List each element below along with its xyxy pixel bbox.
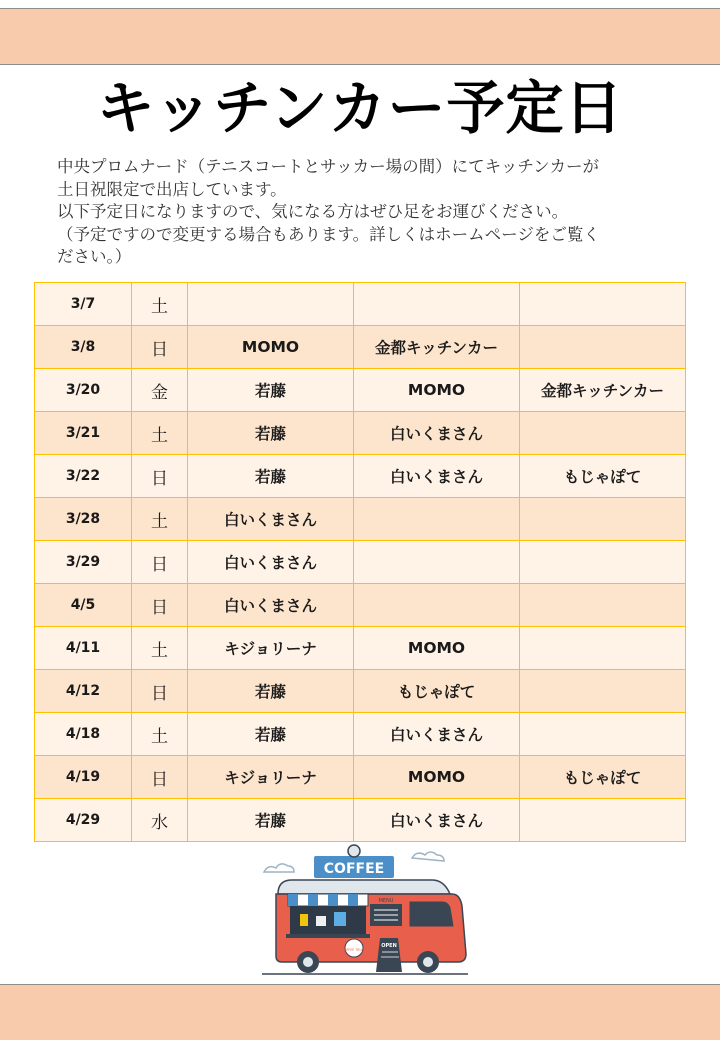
vendor-cell — [354, 283, 520, 326]
vendor-cell — [520, 412, 686, 455]
vendor-cell: 白いくまさん — [188, 541, 354, 584]
intro-line: 中央プロムナード（テニスコートとサッカー場の間）にてキッチンカーが — [57, 157, 600, 176]
vendor-cell: MOMO — [188, 326, 354, 369]
cab-window — [410, 902, 453, 926]
awning — [288, 894, 368, 906]
day-cell: 土 — [132, 627, 188, 670]
vendor-cell: MOMO — [354, 369, 520, 412]
schedule-row — [35, 283, 686, 326]
vendor-cell: MOMO — [354, 756, 520, 799]
vendor-cell: 若藤 — [188, 713, 354, 756]
vendor-cell: 若藤 — [188, 369, 354, 412]
page-title: キッチンカー予定日 — [96, 74, 624, 142]
schedule-row — [35, 713, 686, 756]
intro-line: ださい。） — [57, 247, 132, 266]
vendor-cell: 白いくまさん — [354, 455, 520, 498]
schedule-table — [34, 282, 686, 842]
vendor-cell — [520, 670, 686, 713]
intro-line: 土日祝限定で出店しています。 — [57, 179, 287, 199]
schedule-row — [35, 541, 686, 584]
schedule-row — [35, 326, 686, 369]
vendor-cell: 金都キッチンカー — [520, 369, 686, 412]
vendor-cell — [188, 283, 354, 326]
date-cell: 4/5 — [35, 584, 132, 627]
date-cell: 3/20 — [35, 369, 132, 412]
vendor-cell — [520, 713, 686, 756]
date-cell: 3/7 — [35, 283, 132, 326]
schedule-row — [35, 455, 686, 498]
day-cell: 土 — [132, 713, 188, 756]
date-cell: 4/12 — [35, 670, 132, 713]
day-cell: 日 — [132, 670, 188, 713]
open-board-text: OPEN — [381, 943, 397, 949]
date-cell: 3/21 — [35, 412, 132, 455]
intro-text — [57, 156, 687, 269]
day-cell: 日 — [132, 326, 188, 369]
vendor-cell: もじゃぽて — [354, 670, 520, 713]
vendor-cell — [520, 584, 686, 627]
vendor-cell — [354, 584, 520, 627]
vendor-cell: 若藤 — [188, 799, 354, 842]
truck-logo-text: COFFEE TRUCK — [341, 948, 367, 952]
schedule-row — [35, 627, 686, 670]
vendor-cell: 白いくまさん — [354, 713, 520, 756]
day-cell: 日 — [132, 541, 188, 584]
day-cell: 金 — [132, 369, 188, 412]
header-band — [0, 8, 720, 65]
day-cell: 日 — [132, 455, 188, 498]
vendor-cell: MOMO — [354, 627, 520, 670]
coffee-truck-illustration — [262, 842, 468, 980]
schedule-row — [35, 670, 686, 713]
intro-line: 以下予定日になりますので、気になる方はぜひ足をお運びください。 — [57, 202, 569, 221]
vendor-cell: 若藤 — [188, 412, 354, 455]
date-cell: 4/29 — [35, 799, 132, 842]
vendor-cell — [520, 498, 686, 541]
schedule-row — [35, 498, 686, 541]
vendor-cell: もじゃぽて — [520, 455, 686, 498]
sign-text: COFFEE — [323, 861, 385, 877]
date-cell: 3/22 — [35, 455, 132, 498]
vendor-cell: 若藤 — [188, 670, 354, 713]
date-cell: 3/29 — [35, 541, 132, 584]
date-cell: 3/28 — [35, 498, 132, 541]
vendor-cell — [354, 498, 520, 541]
intro-line: （予定ですので変更する場合もあります。詳しくはホームページをご覧く — [57, 224, 600, 244]
date-cell: 4/19 — [35, 756, 132, 799]
date-cell: 4/11 — [35, 627, 132, 670]
vendor-cell: キジョリーナ — [188, 756, 354, 799]
vendor-cell: 白いくまさん — [354, 412, 520, 455]
vendor-cell — [520, 283, 686, 326]
vendor-cell — [520, 627, 686, 670]
day-cell: 日 — [132, 756, 188, 799]
date-cell: 3/8 — [35, 326, 132, 369]
vendor-cell: 白いくまさん — [354, 799, 520, 842]
schedule-row — [35, 756, 686, 799]
vendor-cell — [520, 541, 686, 584]
vendor-cell: 金都キッチンカー — [354, 326, 520, 369]
day-cell: 水 — [132, 799, 188, 842]
schedule-row — [35, 799, 686, 842]
vendor-cell: 白いくまさん — [188, 498, 354, 541]
schedule-row — [35, 369, 686, 412]
date-cell: 4/18 — [35, 713, 132, 756]
menu-label: MENU — [378, 898, 394, 904]
schedule-row — [35, 412, 686, 455]
footer-band — [0, 984, 720, 1040]
day-cell: 日 — [132, 584, 188, 627]
day-cell: 土 — [132, 283, 188, 326]
schedule-row — [35, 584, 686, 627]
vendor-cell — [520, 326, 686, 369]
vendor-cell: もじゃぽて — [520, 756, 686, 799]
vendor-cell: キジョリーナ — [188, 627, 354, 670]
day-cell: 土 — [132, 498, 188, 541]
day-cell: 土 — [132, 412, 188, 455]
vendor-cell: 若藤 — [188, 455, 354, 498]
vendor-cell — [520, 799, 686, 842]
vendor-cell: 白いくまさん — [188, 584, 354, 627]
vendor-cell — [354, 541, 520, 584]
